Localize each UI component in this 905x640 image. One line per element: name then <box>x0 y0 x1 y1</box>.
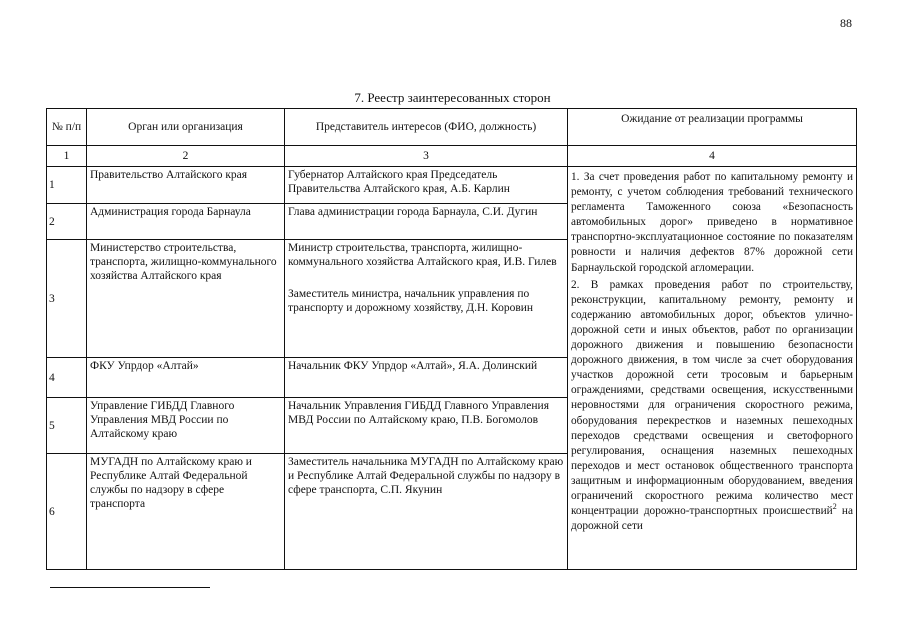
header-num: № п/п <box>47 109 87 146</box>
section-title: 7. Реестр заинтересованных сторон <box>354 90 551 105</box>
representative-entry: Заместитель министра, начальник управления по транспорту и дорожному хозяйству, Д.Н. Коровин <box>288 288 534 314</box>
representative-cell <box>285 167 568 204</box>
header-row <box>47 109 857 146</box>
representative-cell <box>285 240 568 358</box>
representative-entry: Министр строительства, транспорта, жилищно-коммунального хозяйства Алтайского края, И.В. Гилев <box>288 242 557 268</box>
representative-entry: Заместитель начальника МУГАДН по Алтайскому краю и Республике Алтай Федеральной службы по надзору в сфере транспорта, С.П. Якунин <box>288 456 564 496</box>
expectation-cell <box>568 167 857 570</box>
column-number: 3 <box>285 146 568 167</box>
representative-cell <box>285 398 568 454</box>
representative-spacer <box>288 269 564 287</box>
row-number: 2 <box>47 204 87 240</box>
expectation-paragraph-2 <box>571 278 853 535</box>
organization-cell: Министерство строительства, транспорта, жилищно-коммунального хозяйства Алтайского края <box>87 240 285 358</box>
page-number: 88 <box>840 16 852 30</box>
representative-entry: Начальник ФКУ Упрдор «Алтай», Я.А. Долинский <box>288 360 538 372</box>
representative-cell <box>285 358 568 398</box>
organization-cell: Управление ГИБДД Главного Управления МВД России по Алтайскому краю <box>87 398 285 454</box>
representative-cell <box>285 204 568 240</box>
row-number: 4 <box>47 358 87 398</box>
organization-cell: ФКУ Упрдор «Алтай» <box>87 358 285 398</box>
row-number: 6 <box>47 454 87 570</box>
representative-cell <box>285 454 568 570</box>
column-number: 4 <box>568 146 857 167</box>
organization-cell: Администрация города Барнаула <box>87 204 285 240</box>
footnote-separator <box>50 587 210 588</box>
row-number: 1 <box>47 167 87 204</box>
organization-cell: Правительство Алтайского края <box>87 167 285 204</box>
row-number: 5 <box>47 398 87 454</box>
expectation-paragraph-1: 1. За счет проведения работ по капитальному ремонту и ремонту, с учетом соблюдения требований технического регламента Таможенного союза «Безопасность автомобильных дорог» приведено в нормативное транспортно-эксплуатационное состояние по показателям ровности и наличия дефектов 87% дорожной сети Барнаульской городской агломерации. <box>571 171 853 274</box>
header-org: Орган или организация <box>87 109 285 146</box>
header-rep: Представитель интересов (ФИО, должность) <box>285 109 568 146</box>
representative-entry: Начальник Управления ГИБДД Главного Управления МВД России по Алтайскому краю, П.В. Богомолов <box>288 400 549 426</box>
stakeholder-registry-table <box>46 108 857 570</box>
table-row <box>47 167 857 204</box>
representative-entry: Губернатор Алтайского края Председатель Правительства Алтайского края, А.Б. Карлин <box>288 169 510 195</box>
header-expectation: Ожидание от реализации программы <box>568 109 857 146</box>
expectation-paragraph-2-tail: на дорожной сети <box>571 505 853 533</box>
footnote-reference: 2 <box>832 502 837 512</box>
column-number: 2 <box>87 146 285 167</box>
expectation-paragraph-2-text: 2. В рамках проведения работ по строительству, реконструкции, капитальному ремонту, ремонту и содержанию автомобильных дорог, объектов улично-дорожной сети и иных объектов, работ по организации дорожного движения и повышению безопасности дорожного движения, в том числе за счет оборудования участков дорожной сети тросовым и барьерным ограждениями, средствами освещения, искусственными неровностями для ограничения скоростного режима, оборудования перекрестков и наземных пешеходных переходов средствами освещения и светофорного регулирования, оснащения наземных пешеходных переходов и мест остановок общественного транспорта защитным и информационным оборудованием, введения ограничений скоростного режима количество мест концентрации дорожно-транспортных происшествий <box>571 278 853 518</box>
organization-cell: МУГАДН по Алтайскому краю и Республике Алтай Федеральной службы по надзору в сфере транспорта <box>87 454 285 570</box>
row-number: 3 <box>47 240 87 358</box>
column-number: 1 <box>47 146 87 167</box>
column-number-row <box>47 146 857 167</box>
representative-entry: Глава администрации города Барнаула, С.И. Дугин <box>288 206 538 218</box>
